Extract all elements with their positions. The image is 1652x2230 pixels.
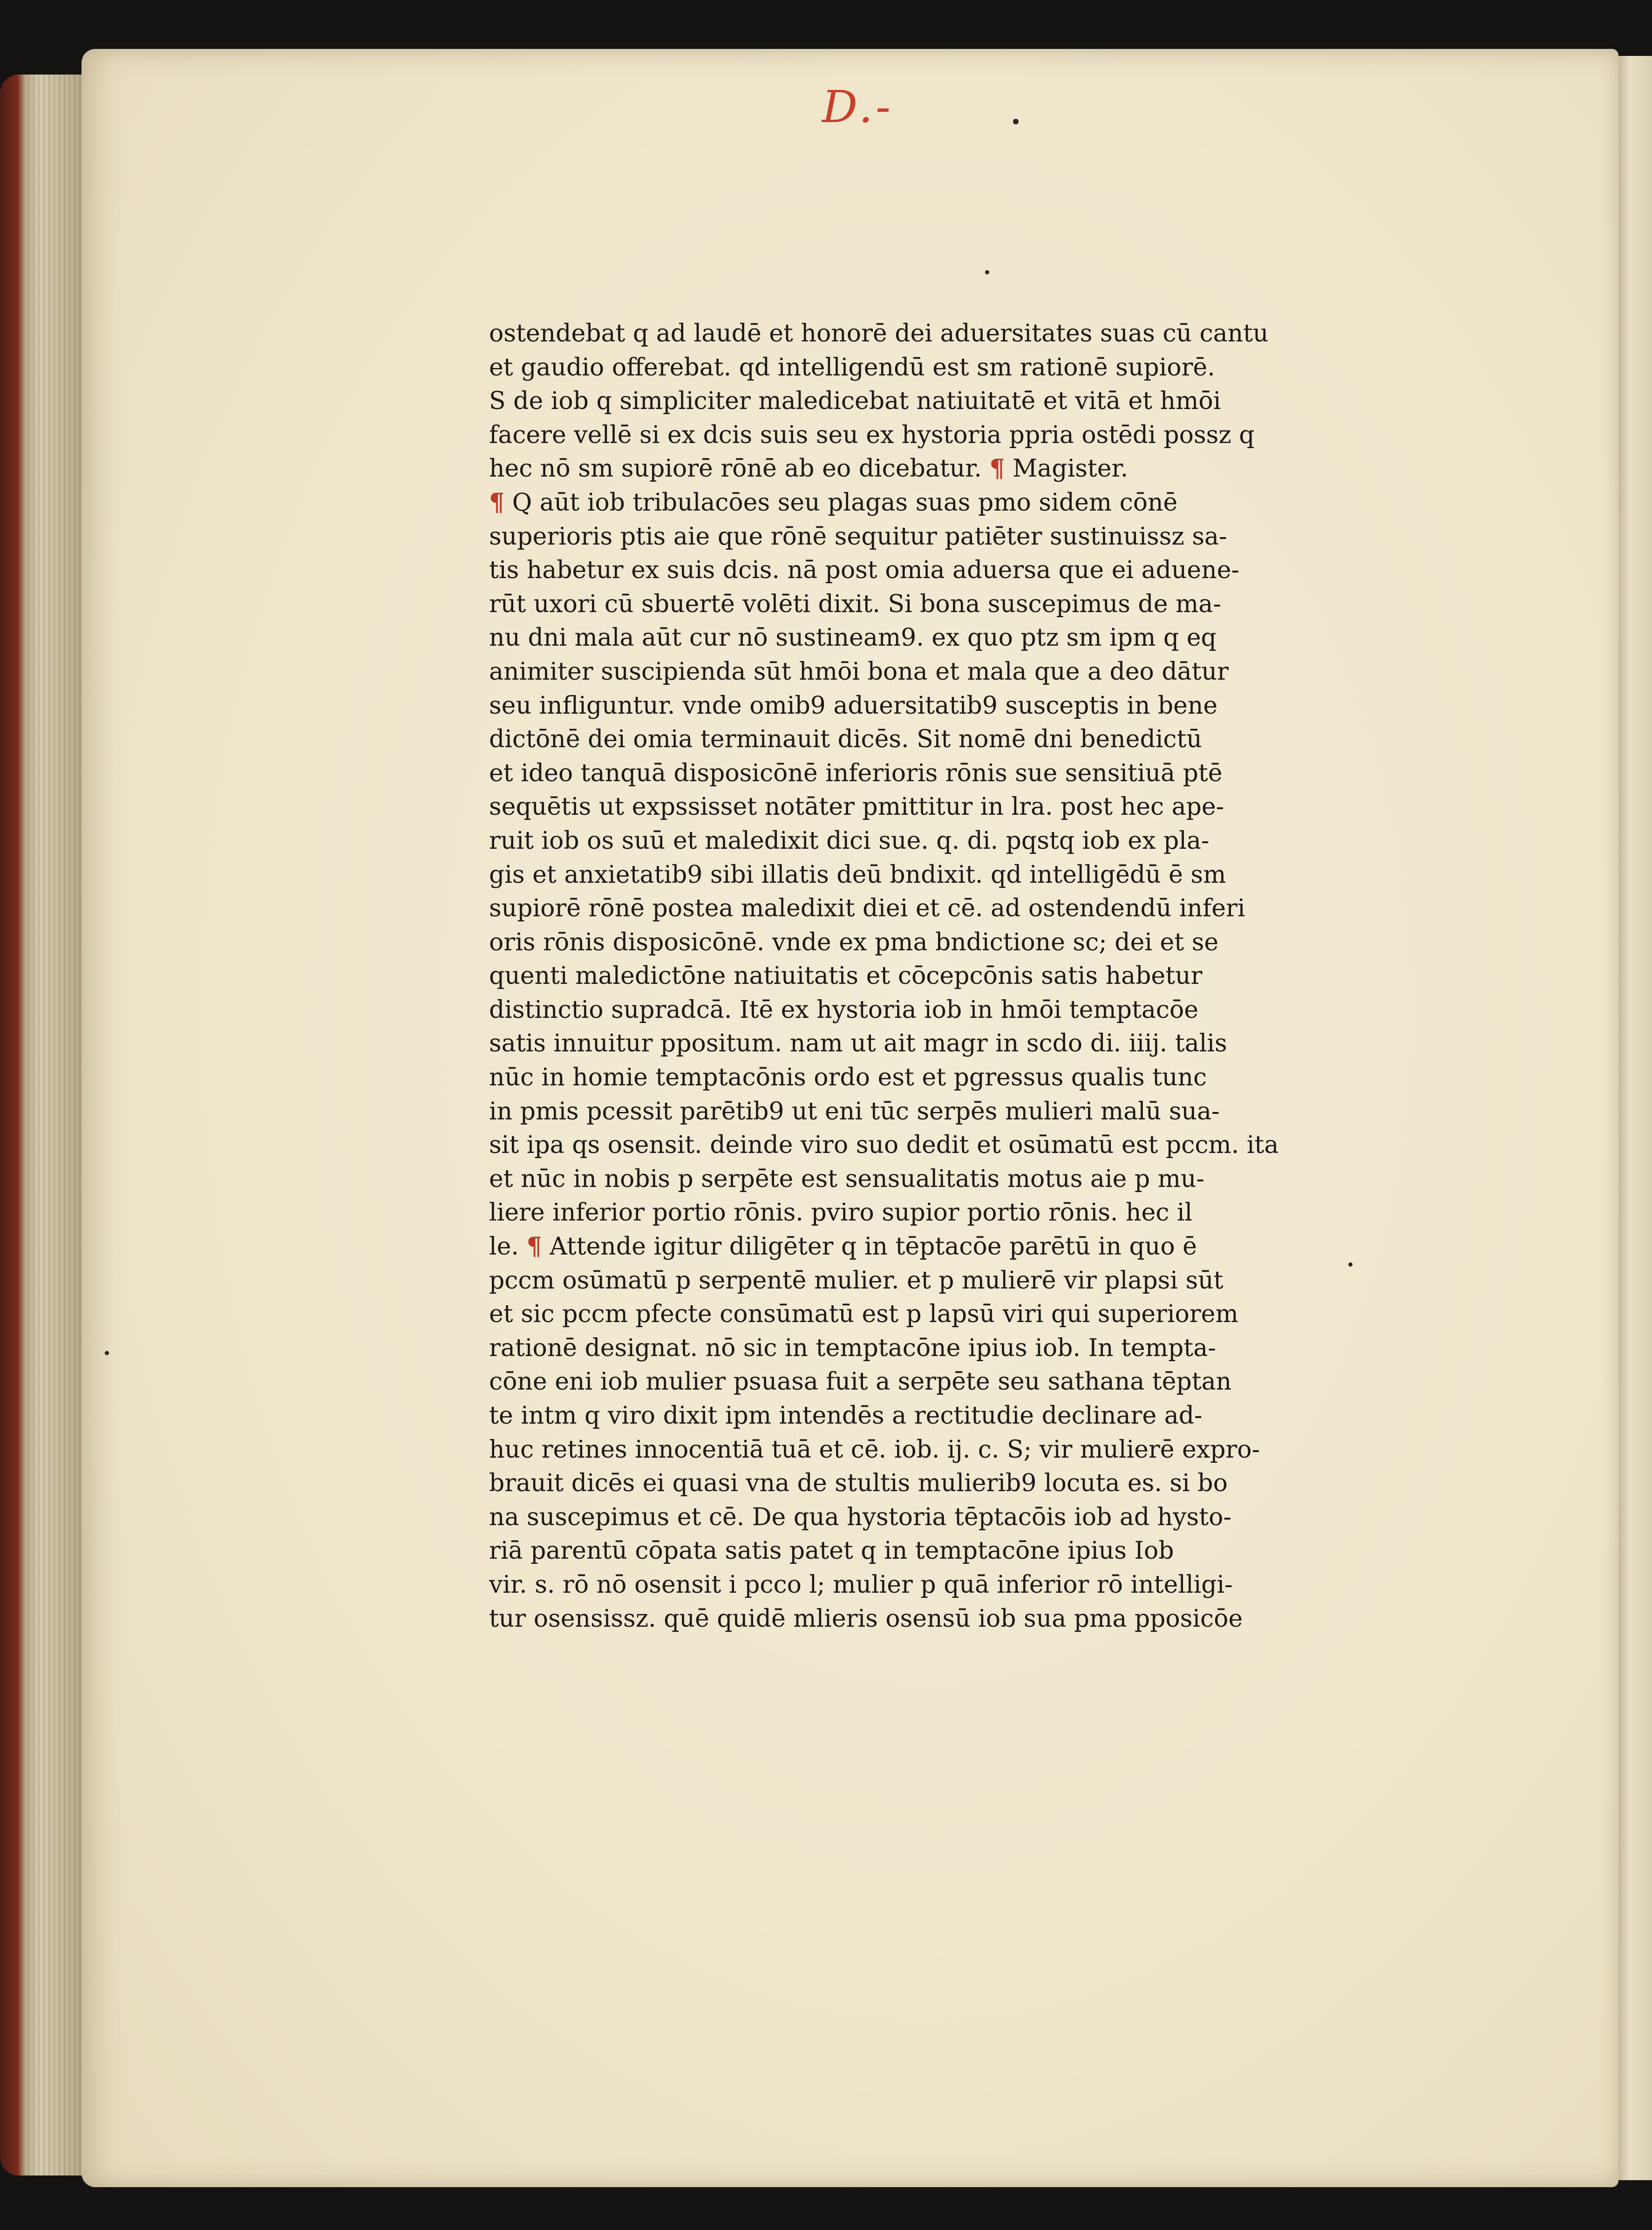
rubric-mark: ¶ [489, 488, 505, 517]
text-line: riā parentū cōpata satis patet q in temptacōne ipius Iob [489, 1537, 1174, 1565]
ink-dot [985, 270, 989, 274]
text-line: facere vellē si ex dcis suis seu ex hystoria ppria ostēdi possz q [489, 421, 1255, 449]
body-text [489, 317, 1360, 1636]
text-line: et nūc in nobis p serpēte est sensualitatis motus aie p mu- [489, 1165, 1205, 1193]
text-line: ¶ Q aūt iob tribulacōes seu plagas suas pmo sidem cōnē [489, 488, 1178, 517]
text-line: animiter suscipienda sūt hmōi bona et mala que a deo dātur [489, 657, 1229, 686]
text-line: gis et anxietatib9 sibi illatis deū bndixit. qd intelligēdū ē sm [489, 860, 1226, 889]
text-line: superioris ptis aie que rōnē sequitur patiēter sustinuissz sa- [489, 522, 1227, 551]
text-line: nu dni mala aūt cur nō sustineam9. ex quo ptz sm ipm q eq [489, 624, 1217, 652]
text-line: sit ipa qs osensit. deinde viro suo dedit et osūmatū est pccm. ita [489, 1131, 1279, 1159]
text-line: pccm osūmatū p serpentē mulier. et p mulierē vir plapsi sūt [489, 1266, 1224, 1295]
ink-dot [1013, 119, 1019, 124]
text-line: quenti maledictōne natiuitatis et cōcepcōnis satis habetur [489, 962, 1203, 990]
text-line: liere inferior portio rōnis. pviro supior portio rōnis. hec il [489, 1199, 1193, 1227]
text-line: ruit iob os suū et maledixit dici sue. q. di. pqstq iob ex pla- [489, 826, 1210, 855]
ink-dot [105, 1351, 109, 1355]
text-line: vir. s. rō nō osensit i pcco l; mulier p quā inferior rō intelligi- [489, 1570, 1233, 1599]
text-line: le. ¶ Attende igitur diligēter q in tēptacōe parētū in quo ē [489, 1232, 1197, 1261]
text-line: cōne eni iob mulier psuasa fuit a serpēte seu sathana tēptan [489, 1368, 1232, 1396]
rubric-mark: ¶ [526, 1232, 542, 1261]
text-line: rationē designat. nō sic in temptacōne ipius iob. In tempta- [489, 1334, 1216, 1362]
text-line: oris rōnis disposicōnē. vnde ex pma bndictione sc; dei et se [489, 928, 1219, 956]
text-line: te intm q viro dixit ipm intendēs a rectitudie declinare ad- [489, 1402, 1203, 1430]
text-line: supiorē rōnē postea maledixit diei et cē. ad ostendendū inferi [489, 894, 1245, 923]
text-line: et gaudio offerebat. qd intelligendū est sm rationē supiorē. [489, 353, 1215, 382]
text-line: sequētis ut expssisset notāter pmittitur in lra. post hec ape- [489, 793, 1224, 821]
text-line: seu infliguntur. vnde omib9 aduersitatib9 susceptis in bene [489, 691, 1218, 720]
text-line: nūc in homie temptacōnis ordo est et pgressus qualis tunc [489, 1064, 1207, 1092]
text-line: satis innuitur ppositum. nam ut ait magr in scdo di. iiij. talis [489, 1030, 1227, 1058]
text-line: huc retines innocentiā tuā et cē. iob. ij. c. S; vir mulierē expro- [489, 1435, 1260, 1464]
text-line: S de iob q simpliciter maledicebat natiuitatē et vitā et hmōi [489, 387, 1221, 416]
text-line: rūt uxori cū sbuertē volēti dixit. Si bona suscepimus de ma- [489, 590, 1221, 618]
text-line: in pmis pcessit parētib9 ut eni tūc serpēs mulieri malū sua- [489, 1097, 1220, 1125]
facing-page-edge [1615, 56, 1652, 2180]
text-line: dictōnē dei omia terminauit dicēs. Sit nomē dni benedictū [489, 725, 1202, 754]
folio-mark: D.- [822, 82, 894, 133]
text-line: distinctio supradcā. Itē ex hystoria iob in hmōi temptacōe [489, 996, 1199, 1024]
text-line: brauit dicēs ei quasi vna de stultis mulierib9 locuta es. si bo [489, 1469, 1228, 1498]
text-line: na suscepimus et cē. De qua hystoria tēptacōis iob ad hysto- [489, 1503, 1231, 1531]
text-line: ostendebat q ad laudē et honorē dei aduersitates suas cū cantu [489, 320, 1269, 348]
text-line: et sic pccm pfecte consūmatū est p lapsū viri qui superiorem [489, 1300, 1238, 1329]
text-line: tur osensissz. quē quidē mlieris osensū iob sua pma pposicōe [489, 1604, 1243, 1633]
text-line: et ideo tanquā disposicōnē inferioris rōnis sue sensitiuā ptē [489, 759, 1223, 787]
text-line: hec nō sm supiorē rōnē ab eo dicebatur. ¶ Magister. [489, 454, 1129, 483]
rubric-mark: ¶ [989, 454, 1005, 483]
text-line: tis habetur ex suis dcis. nā post omia aduersa que ei aduene- [489, 556, 1240, 585]
